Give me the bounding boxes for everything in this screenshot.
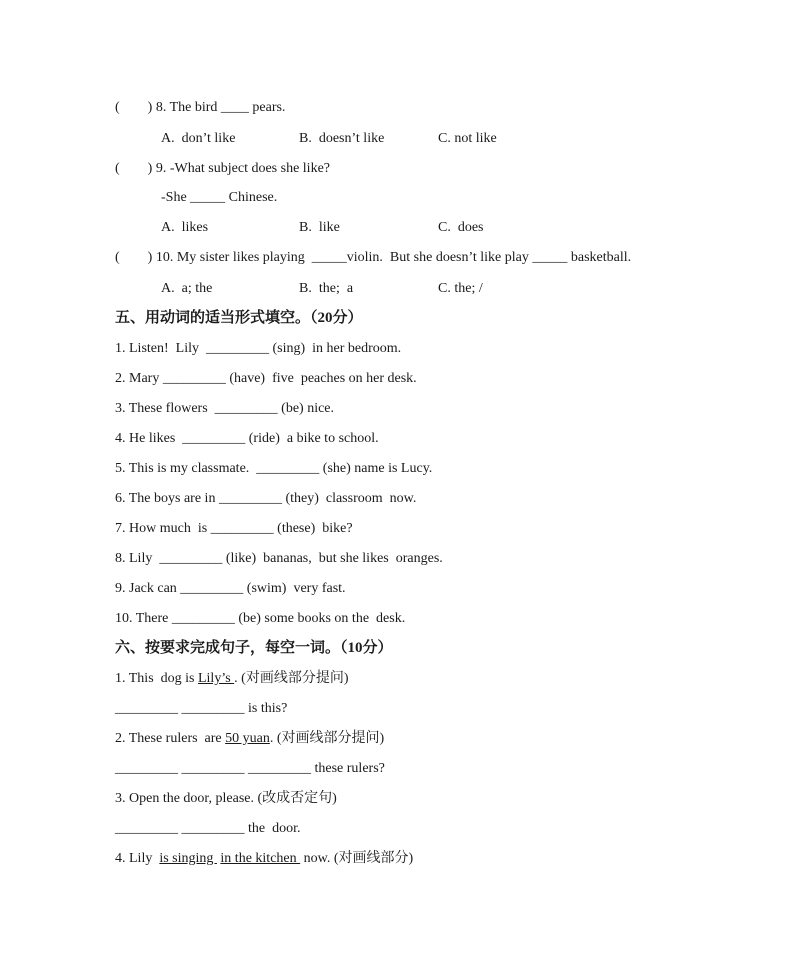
- s6-question-4: [115, 850, 413, 868]
- question-9: ( ) 9. -What subject does she like?: [115, 161, 330, 176]
- s5-item: 7. How much is _________ (these) bike?: [115, 521, 353, 536]
- q9-option-a: A. likes: [161, 220, 209, 235]
- s5-item: 4. He likes _________ (ride) a bike to school.: [115, 431, 379, 446]
- q9-option-c: C. does: [438, 220, 484, 235]
- s6-answer-2: _________ _________ _________ these rulers?: [115, 761, 385, 776]
- q8-option-b: B. doesn’t like: [299, 131, 385, 146]
- s5-item: 1. Listen! Lily _________ (sing) in her bedroom.: [115, 341, 402, 356]
- q8-option-c: C. not like: [438, 131, 497, 146]
- s5-item: 10. There _________ (be) some books on the desk.: [115, 611, 406, 626]
- s6-q1-pre: 1. This dog is: [115, 671, 198, 686]
- s6-question-1: [115, 670, 348, 688]
- s6-q1-post: . (对画线部分提问): [234, 671, 349, 686]
- s6-question-3: 3. Open the door, please. (改成否定句): [115, 791, 337, 806]
- s5-item: 8. Lily _________ (like) bananas, but she likes oranges.: [115, 551, 443, 566]
- s6-q2-pre: 2. These rulers are: [115, 731, 226, 746]
- s6-q4-underlined-1: is singing: [159, 851, 217, 866]
- s6-question-2: [115, 730, 384, 748]
- s6-q4-pre: 4. Lily: [115, 851, 160, 866]
- q8-option-a: A. don’t like: [161, 131, 236, 146]
- s5-item: 9. Jack can _________ (swim) very fast.: [115, 581, 346, 596]
- s6-q4-post: now. (对画线部分): [300, 851, 414, 866]
- s6-q2-underlined: 50 yuan: [225, 731, 270, 746]
- s6-q1-underlined: Lily’s: [197, 671, 235, 686]
- question-10: ( ) 10. My sister likes playing _____violin. But she doesn’t like play _____ basketball.: [115, 250, 632, 265]
- s5-item: 5. This is my classmate. _________ (she) name is Lucy.: [115, 461, 433, 476]
- s5-item: 2. Mary _________ (have) five peaches on her desk.: [115, 371, 417, 386]
- s6-answer-3: _________ _________ the door.: [115, 821, 301, 836]
- question-9-sub: -She _____ Chinese.: [161, 190, 278, 205]
- q9-option-b: B. like: [299, 220, 340, 235]
- s6-answer-1: _________ _________ is this?: [115, 701, 288, 716]
- s6-q2-post: . (对画线部分提问): [269, 731, 385, 746]
- s5-item: 3. These flowers _________ (be) nice.: [115, 401, 335, 416]
- q10-option-a: A. a; the: [161, 281, 213, 296]
- section-6-title: 六、按要求完成句子，每空一词。（10分）: [115, 640, 393, 656]
- s6-q4-underlined-2: in the kitchen: [220, 851, 301, 866]
- section-5-title: 五、用动词的适当形式填空。（20分）: [115, 310, 363, 326]
- s5-item: 6. The boys are in _________ (they) classroom now.: [115, 491, 417, 506]
- question-8: ( ) 8. The bird ____ pears.: [115, 100, 286, 115]
- q10-option-b: B. the; a: [299, 281, 354, 296]
- q10-option-c: C. the; /: [438, 281, 483, 296]
